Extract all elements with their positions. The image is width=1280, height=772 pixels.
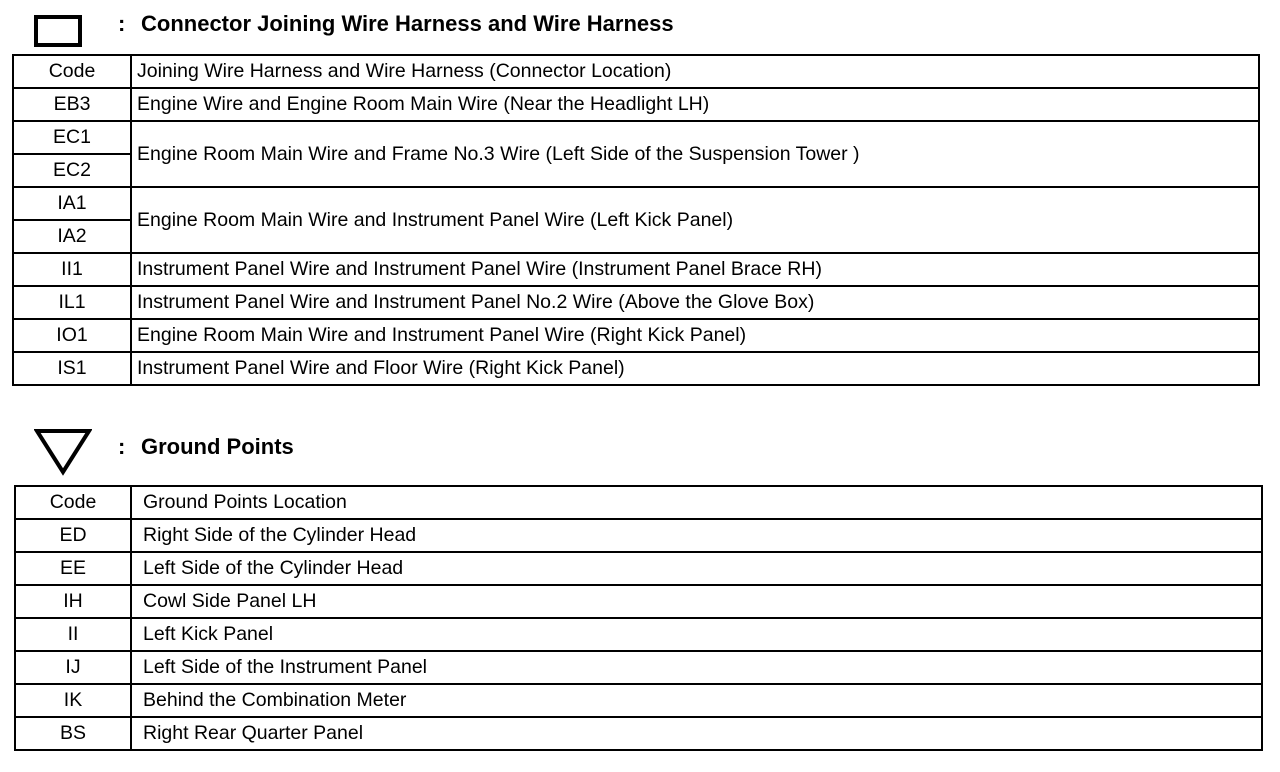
connector-colon: : (118, 11, 126, 36)
ground-code: II (15, 618, 131, 651)
table-row (15, 684, 1262, 717)
ground-section-title: Ground Points (141, 434, 294, 459)
ground-code: BS (15, 717, 131, 750)
ground-location: Right Side of the Cylinder Head (131, 519, 1262, 552)
ground-code: IJ (15, 651, 131, 684)
table-row (13, 352, 1259, 385)
ground-location: Left Kick Panel (131, 618, 1262, 651)
connector-code: IO1 (13, 319, 131, 352)
code-header: Code (13, 55, 131, 88)
table-row (13, 121, 1259, 154)
table-row (13, 253, 1259, 286)
location-header: Joining Wire Harness and Wire Harness (Connector Location) (131, 55, 1259, 88)
table-row (15, 519, 1262, 552)
location-header: Ground Points Location (131, 486, 1262, 519)
ground-code: IH (15, 585, 131, 618)
table-row (13, 88, 1259, 121)
table-row (13, 187, 1259, 220)
connector-code: EC1 (13, 121, 131, 154)
table-row (15, 717, 1262, 750)
connector-table (12, 54, 1260, 386)
ground-location: Right Rear Quarter Panel (131, 717, 1262, 750)
square-box-icon (34, 15, 82, 47)
connector-code: IA2 (13, 220, 131, 253)
ground-code: ED (15, 519, 131, 552)
connector-location: Engine Room Main Wire and Frame No.3 Wire (Left Side of the Suspension Tower ) (131, 121, 1259, 187)
table-header-row (15, 486, 1262, 519)
ground-location: Left Side of the Instrument Panel (131, 651, 1262, 684)
connector-code: EB3 (13, 88, 131, 121)
connector-location: Instrument Panel Wire and Instrument Panel Wire (Instrument Panel Brace RH) (131, 253, 1259, 286)
connector-location: Engine Wire and Engine Room Main Wire (Near the Headlight LH) (131, 88, 1259, 121)
connector-location: Instrument Panel Wire and Instrument Panel No.2 Wire (Above the Glove Box) (131, 286, 1259, 319)
connector-location: Engine Room Main Wire and Instrument Panel Wire (Right Kick Panel) (131, 319, 1259, 352)
down-triangle-icon (34, 428, 92, 476)
ground-location: Cowl Side Panel LH (131, 585, 1262, 618)
table-row (15, 651, 1262, 684)
code-header: Code (15, 486, 131, 519)
table-row (15, 552, 1262, 585)
ground-colon: : (118, 434, 126, 459)
connector-code: IL1 (13, 286, 131, 319)
ground-code: EE (15, 552, 131, 585)
table-row (13, 319, 1259, 352)
connector-code: EC2 (13, 154, 131, 187)
table-row (13, 286, 1259, 319)
table-header-row (13, 55, 1259, 88)
table-row (15, 585, 1262, 618)
table-row (15, 618, 1262, 651)
ground-location: Left Side of the Cylinder Head (131, 552, 1262, 585)
ground-code: IK (15, 684, 131, 717)
connector-location: Engine Room Main Wire and Instrument Panel Wire (Left Kick Panel) (131, 187, 1259, 253)
connector-code: IA1 (13, 187, 131, 220)
connector-section-title: Connector Joining Wire Harness and Wire Harness (141, 11, 674, 36)
ground-location: Behind the Combination Meter (131, 684, 1262, 717)
connector-code: IS1 (13, 352, 131, 385)
connector-code: II1 (13, 253, 131, 286)
ground-table (14, 485, 1263, 751)
connector-location: Instrument Panel Wire and Floor Wire (Right Kick Panel) (131, 352, 1259, 385)
